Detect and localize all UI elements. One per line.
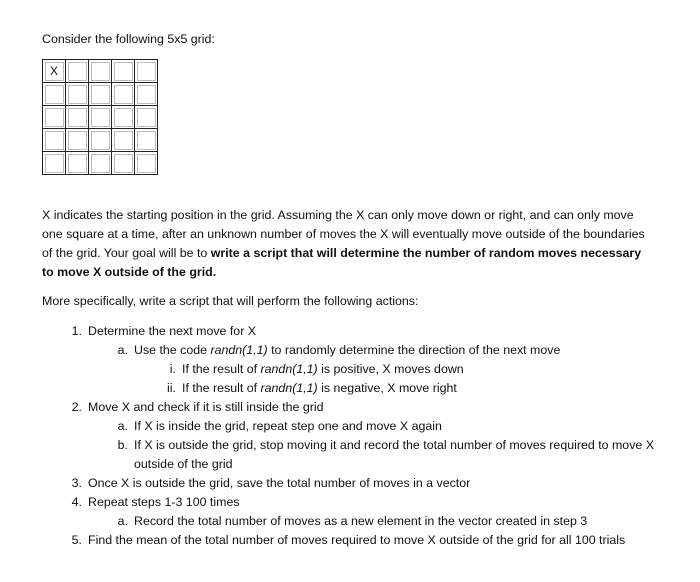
step-marker: ii. — [167, 381, 176, 395]
grid-cell — [112, 106, 135, 129]
step-marker: b. — [117, 438, 128, 452]
step-marker: a. — [117, 419, 128, 433]
grid-cell — [43, 129, 66, 152]
grid-row — [43, 129, 158, 152]
grid-cell — [112, 60, 135, 83]
grid-cell — [135, 129, 158, 152]
grid-row — [43, 60, 158, 83]
step-text: Use the code randn(1,1) to randomly determine the direction of the next move — [134, 343, 561, 357]
description-goal-bold: write a script that will determine the number of random moves necessary to move X outside of the grid. — [42, 246, 642, 279]
intro-text: Consider the following 5x5 grid: — [42, 32, 215, 46]
grid-cell — [43, 152, 66, 175]
step-marker: 3. — [71, 476, 82, 490]
step-marker: a. — [117, 343, 128, 357]
grid-cell — [112, 83, 135, 106]
description-paragraph — [42, 206, 654, 282]
grid-row — [43, 106, 158, 129]
grid-cell — [43, 83, 66, 106]
grid-cell — [66, 129, 89, 152]
step-marker: a. — [117, 514, 128, 528]
code-randn: randn(1,1) — [260, 362, 318, 376]
grid-cell — [89, 152, 112, 175]
grid-cell — [89, 60, 112, 83]
grid-cell — [66, 60, 89, 83]
step-text: Find the mean of the total number of moves required to move X outside of the grid for all 100 trials — [88, 533, 626, 547]
code-randn: randn(1,1) — [260, 381, 318, 395]
grid-5x5 — [42, 59, 158, 175]
grid-cell — [135, 106, 158, 129]
grid-cell — [89, 106, 112, 129]
grid-cell: X — [43, 60, 66, 83]
grid-row — [43, 152, 158, 175]
step-text: If X is outside the grid, stop moving it and record the total number of moves required to move X outside of the grid — [134, 438, 654, 471]
step-text: Record the total number of moves as a new element in the vector created in step 3 — [134, 514, 588, 528]
grid-cell — [135, 152, 158, 175]
grid-cell — [112, 152, 135, 175]
step-marker: 2. — [71, 400, 82, 414]
step-text: If the result of randn(1,1) is negative, X move right — [182, 381, 457, 395]
step-marker: 4. — [71, 495, 82, 509]
step-marker: i. — [169, 362, 176, 376]
step-marker: 5. — [71, 533, 82, 547]
step-marker: 1. — [71, 324, 82, 338]
description-text: X indicates the starting position in the grid. Assuming the X can only move down or right, and can only move one square at a time, after an unknown number of moves the X will eventually move outside of the boundaries of the grid. Your goal will be to — [42, 208, 645, 260]
step-text: If X is inside the grid, repeat step one and move X again — [134, 419, 442, 433]
grid-cell — [43, 106, 66, 129]
grid-cell — [66, 106, 89, 129]
step-text: Move X and check if it is still inside the grid — [88, 400, 324, 414]
grid-cell — [66, 83, 89, 106]
grid-cell — [112, 129, 135, 152]
grid-row — [43, 83, 158, 106]
step-text: Determine the next move for X — [88, 324, 257, 338]
step-text: Once X is outside the grid, save the total number of moves in a vector — [88, 476, 471, 490]
instructions-intro: More specifically, write a script that will perform the following actions: — [42, 294, 419, 308]
grid-cell — [135, 60, 158, 83]
step-text: Repeat steps 1-3 100 times — [88, 495, 240, 509]
grid-cell — [66, 152, 89, 175]
grid-cell — [89, 83, 112, 106]
step-text: If the result of randn(1,1) is positive, X moves down — [182, 362, 464, 376]
code-randn: randn(1,1) — [210, 343, 268, 357]
grid-cell — [135, 83, 158, 106]
grid-cell — [89, 129, 112, 152]
